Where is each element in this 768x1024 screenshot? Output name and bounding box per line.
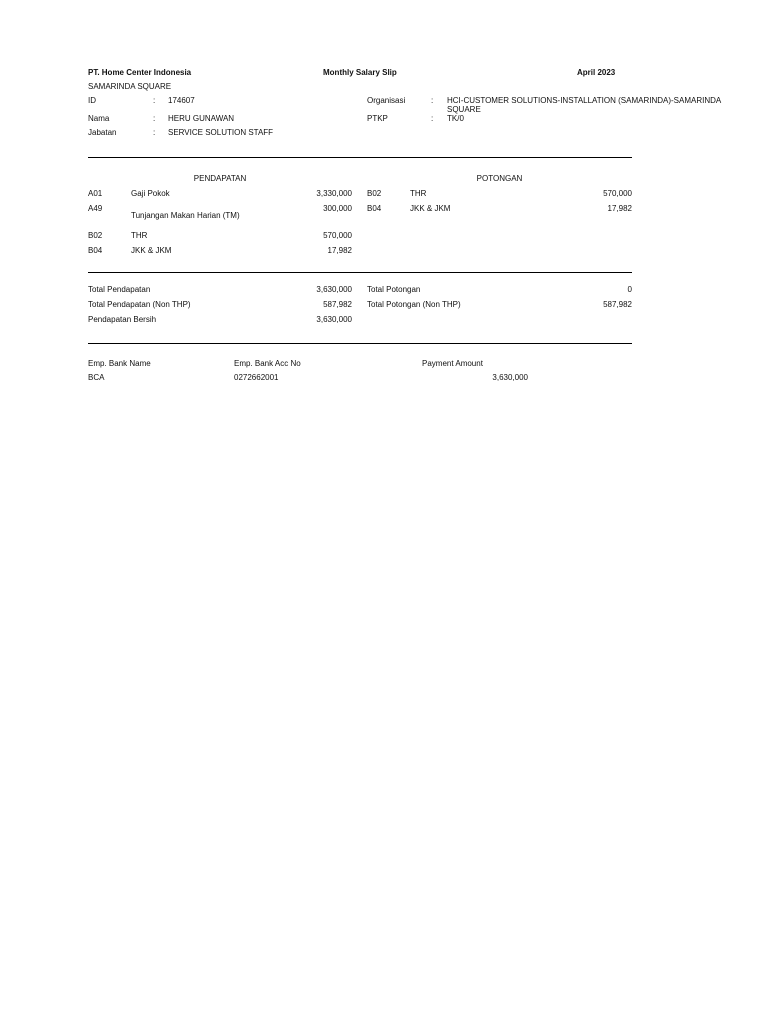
earning-name: Tunjangan Makan Harian (TM) bbox=[131, 211, 240, 220]
bank-acc-label: Emp. Bank Acc No bbox=[234, 359, 301, 368]
deduction-code: B04 bbox=[367, 204, 382, 213]
total-pendapatan-nonthp-value: 587,982 bbox=[323, 300, 352, 309]
total-potongan-nonthp-value: 587,982 bbox=[603, 300, 632, 309]
ptkp-label: PTKP bbox=[367, 114, 388, 123]
document-title: Monthly Salary Slip bbox=[323, 68, 397, 77]
earning-name: JKK & JKM bbox=[131, 246, 172, 255]
organisasi-label: Organisasi bbox=[367, 96, 406, 105]
id-label: ID bbox=[88, 96, 96, 105]
deduction-amount: 570,000 bbox=[603, 189, 632, 198]
ptkp-colon: : bbox=[431, 114, 434, 123]
period: April 2023 bbox=[577, 68, 616, 77]
earning-code: B04 bbox=[88, 246, 103, 255]
total-potongan-value: 0 bbox=[627, 285, 632, 294]
total-potongan-label: Total Potongan bbox=[367, 285, 421, 294]
divider-top bbox=[88, 157, 632, 158]
divider-middle bbox=[88, 272, 632, 273]
total-potongan-nonthp-label: Total Potongan (Non THP) bbox=[367, 300, 461, 309]
earning-amount: 570,000 bbox=[323, 231, 352, 240]
organisasi-value-line1: HCI-CUSTOMER SOLUTIONS-INSTALLATION (SAMARINDA)-SAMARINDA bbox=[447, 96, 722, 105]
deductions-heading: POTONGAN bbox=[476, 174, 523, 183]
earning-amount: 3,330,000 bbox=[316, 189, 352, 198]
id-colon: : bbox=[153, 96, 156, 105]
payment-amount-value: 3,630,000 bbox=[492, 373, 528, 382]
jabatan-value: SERVICE SOLUTION STAFF bbox=[168, 128, 274, 137]
deduction-name: JKK & JKM bbox=[410, 204, 451, 213]
payment-amount-label: Payment Amount bbox=[422, 359, 483, 368]
earning-code: A01 bbox=[88, 189, 103, 198]
earning-name: THR bbox=[131, 231, 148, 240]
total-pendapatan-nonthp-label: Total Pendapatan (Non THP) bbox=[88, 300, 191, 309]
company-name: PT. Home Center Indonesia bbox=[88, 68, 192, 77]
nama-colon: : bbox=[153, 114, 156, 123]
nama-value: HERU GUNAWAN bbox=[168, 114, 235, 123]
pendapatan-bersih-label: Pendapatan Bersih bbox=[88, 315, 157, 324]
nama-label: Nama bbox=[88, 114, 110, 123]
deduction-code: B02 bbox=[367, 189, 382, 198]
earning-amount: 300,000 bbox=[323, 204, 352, 213]
organisasi-colon: : bbox=[431, 96, 434, 105]
location: SAMARINDA SQUARE bbox=[88, 82, 172, 91]
deduction-amount: 17,982 bbox=[607, 204, 632, 213]
ptkp-value: TK/0 bbox=[447, 114, 464, 123]
id-value: 174607 bbox=[168, 96, 195, 105]
earning-code: B02 bbox=[88, 231, 103, 240]
deduction-name: THR bbox=[410, 189, 427, 198]
jabatan-colon: : bbox=[153, 128, 156, 137]
earning-code: A49 bbox=[88, 204, 103, 213]
earning-amount: 17,982 bbox=[327, 246, 352, 255]
bank-name-label: Emp. Bank Name bbox=[88, 359, 151, 368]
jabatan-label: Jabatan bbox=[88, 128, 117, 137]
earnings-heading: PENDAPATAN bbox=[193, 174, 247, 183]
total-pendapatan-value: 3,630,000 bbox=[316, 285, 352, 294]
divider-bottom bbox=[88, 343, 632, 344]
bank-acc-value: 0272662001 bbox=[234, 373, 279, 382]
earning-name: Gaji Pokok bbox=[131, 189, 170, 198]
total-pendapatan-label: Total Pendapatan bbox=[88, 285, 151, 294]
organisasi-value-line2: SQUARE bbox=[447, 105, 481, 114]
pendapatan-bersih-value: 3,630,000 bbox=[316, 315, 352, 324]
bank-name-value: BCA bbox=[88, 373, 105, 382]
